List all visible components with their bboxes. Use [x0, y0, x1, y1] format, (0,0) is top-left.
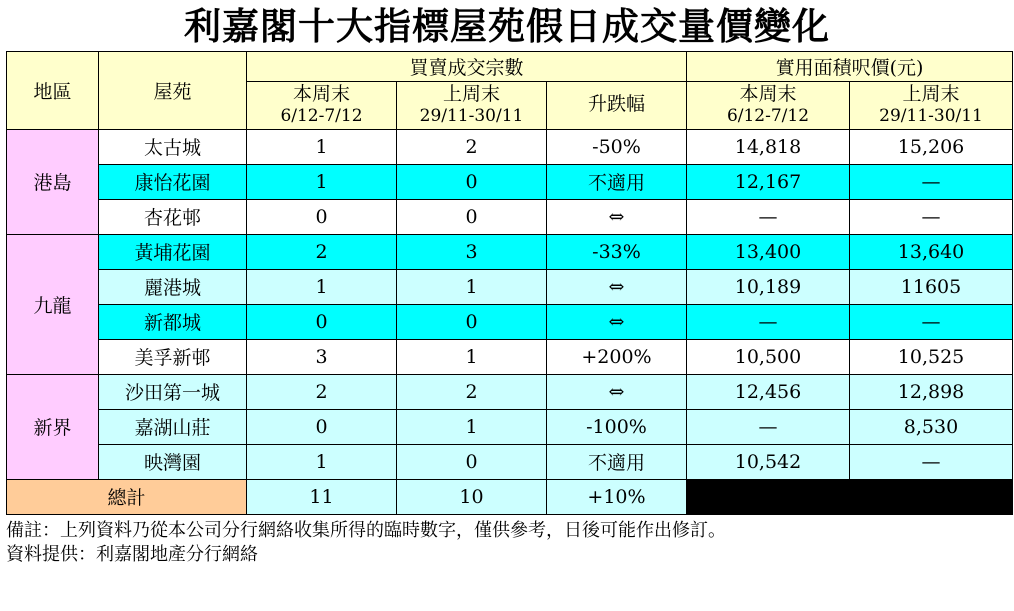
- tx-last-weekend: 2: [397, 374, 547, 409]
- note-line-2: 資料提供：利嘉閣地產分行網絡: [6, 543, 258, 565]
- table-row: [7, 339, 1013, 374]
- table-header: [7, 51, 1013, 129]
- table-row: [7, 129, 1013, 164]
- price-this-weekend: —: [687, 199, 850, 234]
- price-last-weekend: 13,640: [850, 234, 1013, 269]
- tx-last-weekend: 0: [397, 304, 547, 339]
- total-this-weekend: 11: [247, 479, 397, 514]
- estate-name: 映灣園: [99, 444, 247, 479]
- total-last-weekend: 10: [397, 479, 547, 514]
- tx-last-weekend: 2: [397, 129, 547, 164]
- tx-last-weekend: 1: [397, 339, 547, 374]
- header-tx-last-weekend: 上周末 29/11-30/11: [397, 81, 547, 129]
- tx-last-weekend: 0: [397, 199, 547, 234]
- tx-change: +200%: [547, 339, 687, 374]
- tx-last-weekend: 0: [397, 444, 547, 479]
- estate-name: 太古城: [99, 129, 247, 164]
- tx-this-weekend: 0: [247, 199, 397, 234]
- note-line-1: 備註：上列資料乃從本公司分行網絡收集所得的臨時數字，僅供參考，日後可能作出修訂。: [6, 519, 726, 541]
- estate-name: 黃埔花園: [99, 234, 247, 269]
- header-estate: 屋苑: [99, 51, 247, 129]
- price-this-weekend: 10,189: [687, 269, 850, 304]
- price-last-weekend: —: [850, 199, 1013, 234]
- price-this-weekend: 13,400: [687, 234, 850, 269]
- estate-name: 美孚新邨: [99, 339, 247, 374]
- tx-change: ⇔: [547, 269, 687, 304]
- estate-name: 嘉湖山莊: [99, 409, 247, 444]
- table-row: [7, 374, 1013, 409]
- tx-this-weekend: 0: [247, 304, 397, 339]
- tx-change: 不適用: [547, 164, 687, 199]
- estate-name: 新都城: [99, 304, 247, 339]
- price-last-weekend: —: [850, 304, 1013, 339]
- tx-change: -33%: [547, 234, 687, 269]
- region-cell: 新界: [7, 374, 99, 479]
- estate-name: 沙田第一城: [99, 374, 247, 409]
- tx-this-weekend: 2: [247, 374, 397, 409]
- region-cell: 港島: [7, 129, 99, 234]
- tx-last-weekend: 1: [397, 409, 547, 444]
- transactions-table: [6, 51, 1013, 515]
- header-price-this-weekend: 本周末 6/12-7/12: [687, 81, 850, 129]
- estate-name: 麗港城: [99, 269, 247, 304]
- price-last-weekend: —: [850, 444, 1013, 479]
- total-label: 總計: [7, 479, 247, 514]
- header-price-last-weekend: 上周末 29/11-30/11: [850, 81, 1013, 129]
- total-row: [7, 479, 1013, 514]
- tx-last-weekend: 1: [397, 269, 547, 304]
- table-row: [7, 164, 1013, 199]
- page-title: 利嘉閣十大指標屋苑假日成交量價變化: [184, 4, 830, 48]
- notes-block: [6, 519, 1008, 568]
- region-cell: 九龍: [7, 234, 99, 374]
- tx-change: ⇔: [547, 374, 687, 409]
- tx-change: ⇔: [547, 304, 687, 339]
- table-row: [7, 409, 1013, 444]
- table-row: [7, 304, 1013, 339]
- tx-this-weekend: 2: [247, 234, 397, 269]
- estate-name: 康怡花園: [99, 164, 247, 199]
- price-last-weekend: 11605: [850, 269, 1013, 304]
- price-last-weekend: 10,525: [850, 339, 1013, 374]
- total-price-blank: [687, 479, 1013, 514]
- tx-last-weekend: 3: [397, 234, 547, 269]
- table-row: [7, 269, 1013, 304]
- tx-last-weekend: 0: [397, 164, 547, 199]
- total-change: +10%: [547, 479, 687, 514]
- tx-change: ⇔: [547, 199, 687, 234]
- tx-this-weekend: 1: [247, 129, 397, 164]
- price-last-weekend: 12,898: [850, 374, 1013, 409]
- tx-this-weekend: 3: [247, 339, 397, 374]
- table-row: [7, 199, 1013, 234]
- tx-this-weekend: 1: [247, 269, 397, 304]
- header-group-price: 實用面積呎價(元): [687, 51, 1013, 81]
- tx-this-weekend: 1: [247, 444, 397, 479]
- price-this-weekend: —: [687, 409, 850, 444]
- tx-change: -50%: [547, 129, 687, 164]
- price-last-weekend: 15,206: [850, 129, 1013, 164]
- price-last-weekend: 8,530: [850, 409, 1013, 444]
- table-row: [7, 444, 1013, 479]
- table-body: [7, 129, 1013, 514]
- tx-change: 不適用: [547, 444, 687, 479]
- price-this-weekend: 12,167: [687, 164, 850, 199]
- price-this-weekend: 10,500: [687, 339, 850, 374]
- header-region: 地區: [7, 51, 99, 129]
- price-this-weekend: —: [687, 304, 850, 339]
- tx-this-weekend: 0: [247, 409, 397, 444]
- price-this-weekend: 10,542: [687, 444, 850, 479]
- header-tx-this-weekend: 本周末 6/12-7/12: [247, 81, 397, 129]
- tx-this-weekend: 1: [247, 164, 397, 199]
- estate-name: 杏花邨: [99, 199, 247, 234]
- price-this-weekend: 14,818: [687, 129, 850, 164]
- header-change: 升跌幅: [547, 81, 687, 129]
- table-row: [7, 234, 1013, 269]
- price-this-weekend: 12,456: [687, 374, 850, 409]
- price-last-weekend: —: [850, 164, 1013, 199]
- tx-change: -100%: [547, 409, 687, 444]
- header-group-transactions: 買賣成交宗數: [247, 51, 687, 81]
